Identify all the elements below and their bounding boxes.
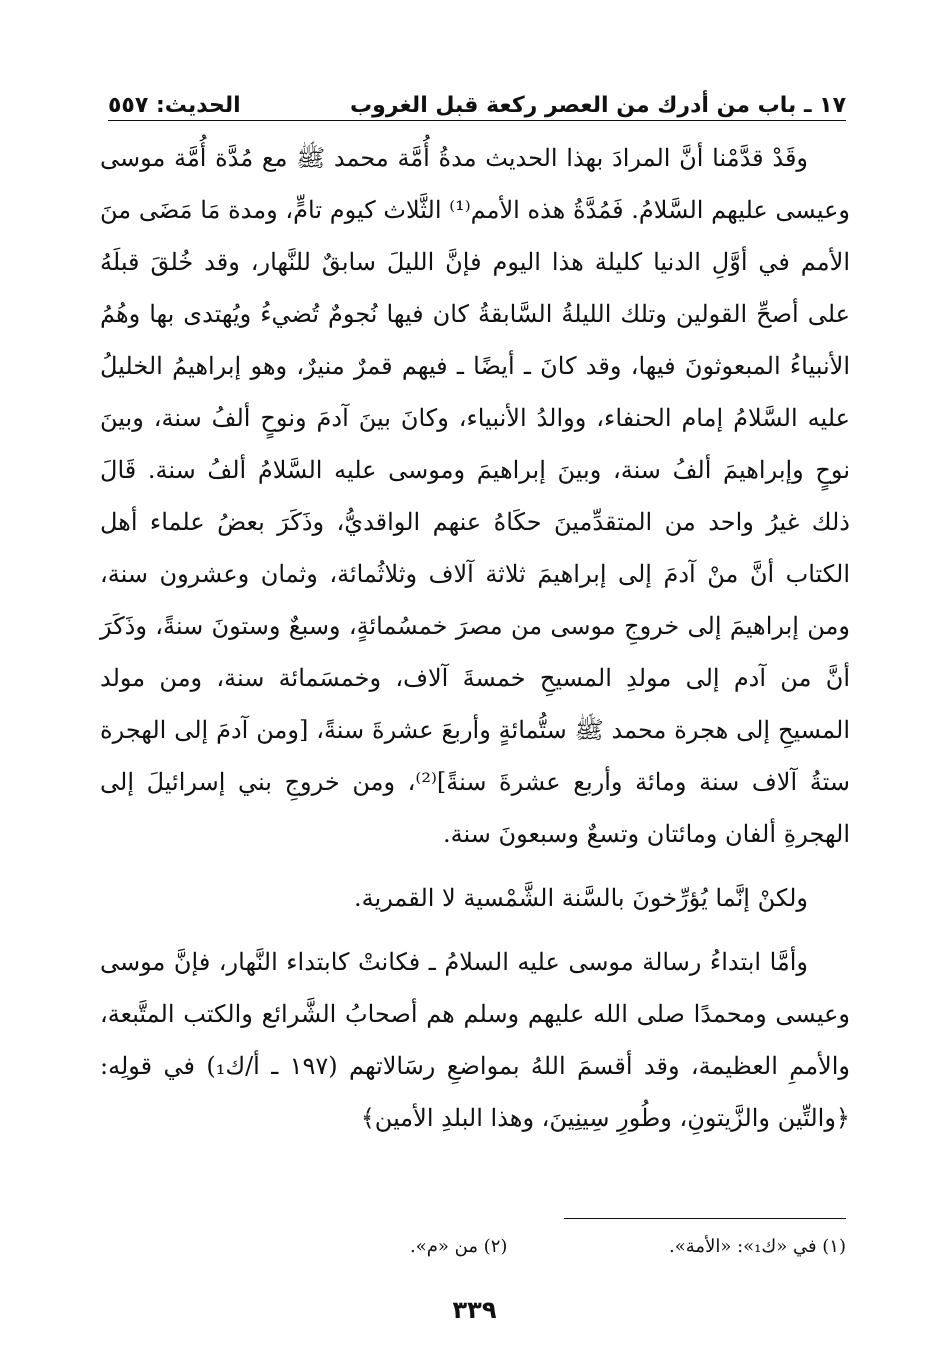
header-divider [108, 120, 846, 121]
paragraph: وأمَّا ابتداءُ رسالة موسى عليه السلامُ ـ فكانتْ كابتداء النَّهار، فإنَّ موسى وعيسى ومحمدًا صلى الله عليهم وسلم هم أصحابُ الشَّرائع والكتب المتَّبعة، والأممِ العظيمة، وقد أقسمَ اللهُ بمواضعِ رسَالاتهم (١٩٧ ـ أ/ك₁) في قولِه: ﴿والتِّين والزَّيتونِ، وطُورِ سِينِينَ، وهذا البلدِ الأمين﴾ [100, 948, 851, 1132]
chapter-title: ١٧ ـ باب من أدرك من العصر ركعة قبل الغروب [350, 93, 846, 118]
hadith-reference: الحديث: ٥٥٧ [108, 93, 241, 118]
footnote-divider [564, 1218, 846, 1219]
paragraph: وقَدْ قدَّمْنا أنَّ المرادَ بهذا الحديث مدةُ أُمَّة محمد ﷺ مع مُدَّة أُمَّة موسى وعيسى عليهم السَّلامُ. فَمُدَّةُ هذه الأمم⁽¹⁾ الثَّلاث كيوم تامٍّ، ومدة مَا مَضَى منَ الأمم في أوَّلِ الدنيا كليلة هذا اليوم فإنَّ الليلَ سابقٌ للنَّهار، وقد خُلقَ قبلَهُ على أصحِّ القولين وتلك الليلةُ السَّابقةُ كان فيها نُجومٌ تُضيءُ ويُهتدى بها وهُمُ الأنبياءُ المبعوثونَ فيها، وقد كانَ ـ أيضًا ـ فيهم قمرٌ منيرٌ، وهو إبراهيمُ الخليلُ عليه السَّلامُ إمام الحنفاء، ووالدُ الأنبياء، وكانَ بينَ آدمَ ونوحٍ ألفُ سنة، وبينَ نوحٍ وإبراهيمَ ألفُ سنة، وبينَ إبراهيمَ وموسى عليه السَّلامُ ألفُ سنة. قَالَ ذلك غيرُ واحد من المتقدِّمينَ حكَاهُ عنهم الواقديُّ، وذَكَرَ بعضُ علماء أهل الكتاب أنَّ منْ آدمَ إلى إبراهيمَ ثلاثة آلاف وثلاثُمائة، وثمان وعشرون سنة، ومن إبراهيمَ إلى خروجِ موسى من مصرَ خمسُمائةٍ، وسبعٌ وستونَ سنةً، وذَكَرَ أنَّ من آدم إلى مولدِ المسيحِ خمسةَ آلاف، وخمسَمائة سنة، ومن مولد المسيحِ إلى هجرة محمد ﷺ ستُّمائةٍ وأربعَ عشرةَ سنةً، [ومن آدمَ إلى الهجرة ستةُ آلاف سنة ومائة وأربع عشرةَ سنةً]⁽²⁾، ومن خروجِ بني إسرائيلَ إلى الهجرةِ ألفان ومائتان وتسعٌ وسبعونَ سنة. [100, 144, 851, 848]
footnotes [410, 1236, 846, 1257]
paragraph: ولكنْ إنَّما يُؤرِّخونَ بالسَّنة الشَّمْسية لا القمرية. [354, 884, 808, 912]
footnote-1: (١) في «ك₁»: «الأمة». [669, 1236, 846, 1257]
page-number: ٣٣٩ [452, 1296, 497, 1324]
footnote-2: (٢) من «م». [410, 1236, 508, 1257]
running-header [108, 84, 846, 118]
main-text [100, 132, 850, 1144]
